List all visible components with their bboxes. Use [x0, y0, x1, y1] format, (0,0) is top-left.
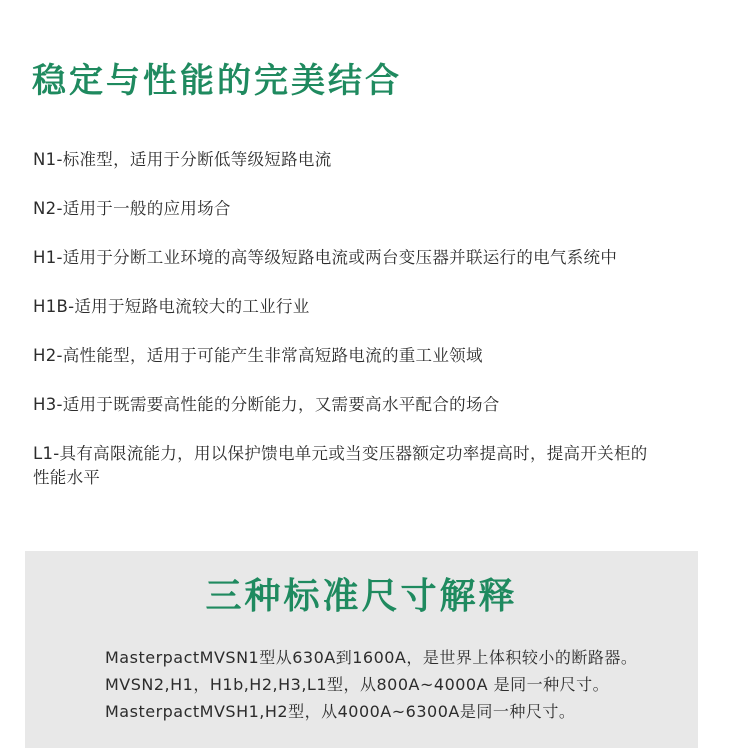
size-line-medium-frame: MVSN2,H1，H1b,H2,H3,L1型，从800A~4000A 是同一种尺寸。 — [105, 675, 610, 694]
feature-item-h1: H1-适用于分断工业环境的高等级短路电流或两台变压器并联运行的电气系统中 — [33, 248, 618, 267]
heading-stability-performance: 稳定与性能的完美结合 — [32, 61, 402, 101]
size-explanation-list — [105, 644, 637, 725]
feature-item-l1: L1-具有高限流能力，用以保护馈电单元或当变压器额定功率提高时，提高开关柜的性能水平 — [33, 444, 648, 487]
feature-list — [33, 148, 683, 515]
size-line-small-frame: MasterpactMVSN1型从630A到1600A，是世界上体积较小的断路器。 — [105, 648, 638, 667]
feature-item-h2: H2-高性能型，适用于可能产生非常高短路电流的重工业领域 — [33, 346, 483, 365]
standard-sizes-panel — [25, 551, 698, 748]
feature-item-n1: N1-标准型，适用于分断低等级短路电流 — [33, 150, 332, 169]
feature-item-n2: N2-适用于一般的应用场合 — [33, 199, 231, 218]
heading-standard-sizes: 三种标准尺寸解释 — [205, 576, 518, 617]
size-line-large-frame: MasterpactMVSH1,H2型，从4000A~6300A是同一种尺寸。 — [105, 702, 576, 721]
feature-item-h1b: H1B-适用于短路电流较大的工业行业 — [33, 297, 310, 316]
feature-item-h3: H3-适用于既需要高性能的分断能力，又需要高水平配合的场合 — [33, 395, 500, 414]
